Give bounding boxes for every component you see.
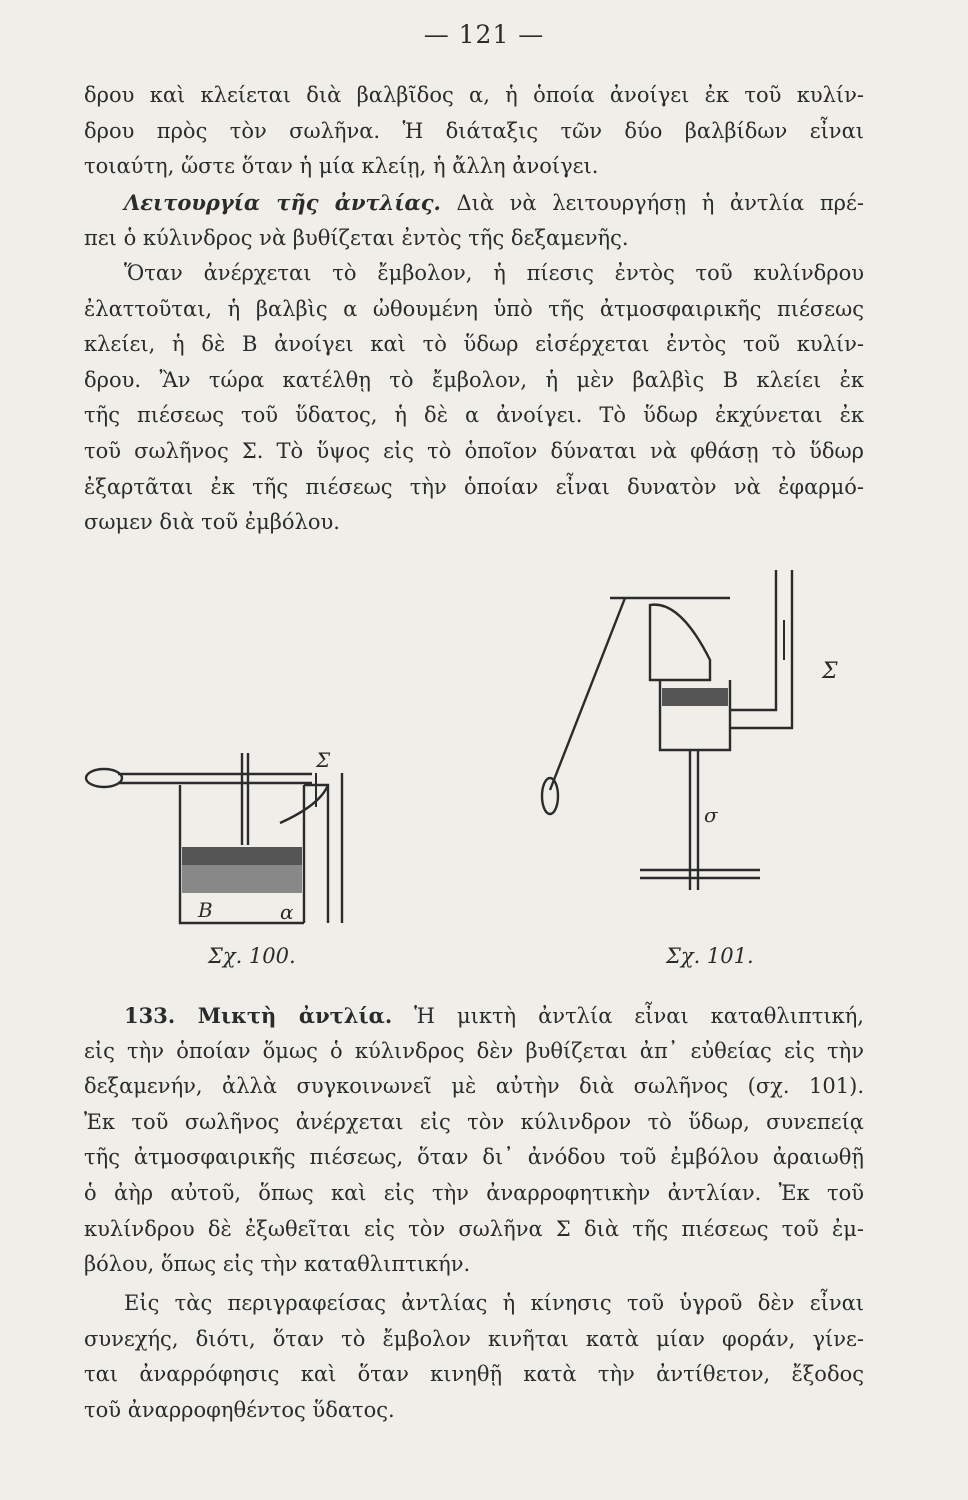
text-line: ὁ ἀὴρ αὐτοῦ, ὅπως καὶ εἰς τὴν ἀναρροφητικὴν ἀντλίαν. Ἐκ τοῦ [84,1180,864,1205]
text-span: Διὰ νὰ λειτουργήσῃ ἡ ἀντλία πρέ- [456,191,864,215]
text-line: κλείει, ἡ δὲ Β ἀνοίγει καὶ τὸ ὕδωρ εἰσέρχεται ἐντὸς τοῦ κυλίν- [84,332,864,357]
lever-arm [118,774,312,783]
figure-100-force-pump [80,745,380,935]
piston-rod [242,753,248,845]
text-line: πει ὁ κύλινδρος νὰ βυθίζεται ἐντὸς τῆς δεξαμενῆς. [84,225,629,250]
text-line: σωμεν διὰ τοῦ ἐμβόλου. [84,510,340,535]
figure-101-mixed-pump [530,560,860,930]
text-line: ται ἀναρρόφησις καὶ ὅταν κινηθῇ κατὰ τὴν ἀντίθετον, ἔξοδος [84,1362,864,1387]
text-line: κυλίνδρου δὲ ἐξωθεῖται εἰς τὸν σωλῆνα Σ διὰ τῆς πιέσεως τοῦ ἐμ- [84,1216,864,1241]
text-line: ἐξαρτᾶται ἐκ τῆς πιέσεως τὴν ὁποίαν εἶναι δυνατὸν νὰ ἐφαρμό- [84,474,864,499]
paragraph-flow [84,1286,864,1428]
text-line: συνεχής, διότι, ὅταν τὸ ἔμβολον κινῆται κατὰ μίαν φοράν, γίνε- [84,1326,864,1351]
figure-101-caption: Σχ. 101. [666,944,754,968]
label-alpha: α [280,900,294,924]
text-line: δεξαμενήν, ἀλλὰ συγκοινωνεῖ μὲ αὐτὴν διὰ σωλῆνος (σχ. 101). [84,1074,864,1099]
text-line: τῆς πιέσεως τοῦ ὕδατος, ἡ δὲ α ἀνοίγει. Τὸ ὕδωρ ἐκχύνεται ἐκ [84,403,864,428]
handle [550,598,625,790]
text-line: τοῦ ἀναρροφηθέντος ὕδατος. [84,1397,395,1422]
text-line [84,998,864,1034]
text-line: Ἐκ τοῦ σωλῆνος ἀνέρχεται εἰς τὸν κύλινδρον τὸ ὕδωρ, συνεπείᾳ [84,1109,864,1134]
text-line: Εἰς τὰς περιγραφείσας ἀντλίας ἡ κίνησις τοῦ ὑγροῦ δὲν εἶναι [124,1291,864,1315]
text-line: τοῦ σωλῆνος Σ. Τὸ ὕψος εἰς τὸ ὁποῖον δύναται νὰ φθάσῃ τὸ ὕδωρ [84,438,864,463]
label-sigma: Σ [316,748,331,772]
label-sigma-small: σ [704,803,718,827]
text-line [84,185,864,221]
text-line: τῆς ἀτμοσφαιρικῆς πιέσεως, ὅταν δι᾿ ἀνόδου τοῦ ἐμβόλου ἀραιωθῇ [84,1145,864,1170]
text-line: βόλου, ὅπως εἰς τὴν καταθλιπτικήν. [84,1252,471,1277]
section-heading: 133. Μικτὴ ἀντλία. [124,1003,393,1028]
paragraph-mixed-pump [84,998,864,1283]
handle-grip [542,778,558,814]
text-line: τοιαύτη, ὥστε ὅταν ἡ μία κλείῃ, ἡ ἄλλη ἀνοίγει. [84,154,599,179]
text-line: δρου. Ἂν τώρα κατέλθῃ τὸ ἔμβολον, ἡ μὲν βαλβὶς Β κλείει ἐκ [84,367,864,392]
paragraph-operation [84,185,864,256]
water-column [182,865,302,893]
pump-head [650,605,710,680]
text-line: δρου πρὸς τὸν σωλῆνα. Ἡ διάταξις τῶν δύο βαλβίδων εἶναι [84,118,864,143]
paragraph-valves [84,78,864,185]
text-line: δρου καὶ κλείεται διὰ βαλβῖδος α, ἡ ὁποία ἀνοίγει ἐκ τοῦ κυλίν- [84,83,864,107]
text-line: εἰς τὴν ὁποίαν ὅμως ὁ κύλινδρος δὲν βυθίζεται ἀπ᾿ εὐθείας εἰς τὴν [84,1038,864,1063]
paragraph-piston [84,256,864,541]
handle-grip [86,769,122,787]
page-number: — 121 — [423,20,545,49]
text-line: ἐλαττοῦται, ἡ βαλβὶς α ὠθουμένη ὑπὸ τῆς ἀτμοσφαιρικῆς πιέσεως [84,296,864,321]
figure-100-caption: Σχ. 100. [208,944,296,968]
label-b: Β [198,898,213,922]
text-line: Ὅταν ἀνέρχεται τὸ ἔμβολον, ἡ πίεσις ἐντὸς τοῦ κυλίνδρου [124,261,864,285]
delivery-pipe-sigma [730,570,792,728]
text-span: Ἡ μικτὴ ἀντλία εἶναι καταθλιπτική, [414,1004,864,1028]
piston-body [662,688,728,706]
label-sigma: Σ [822,659,838,684]
piston-body [182,847,302,865]
section-heading: Λειτουργία τῆς ἀντλίας. [124,190,441,215]
